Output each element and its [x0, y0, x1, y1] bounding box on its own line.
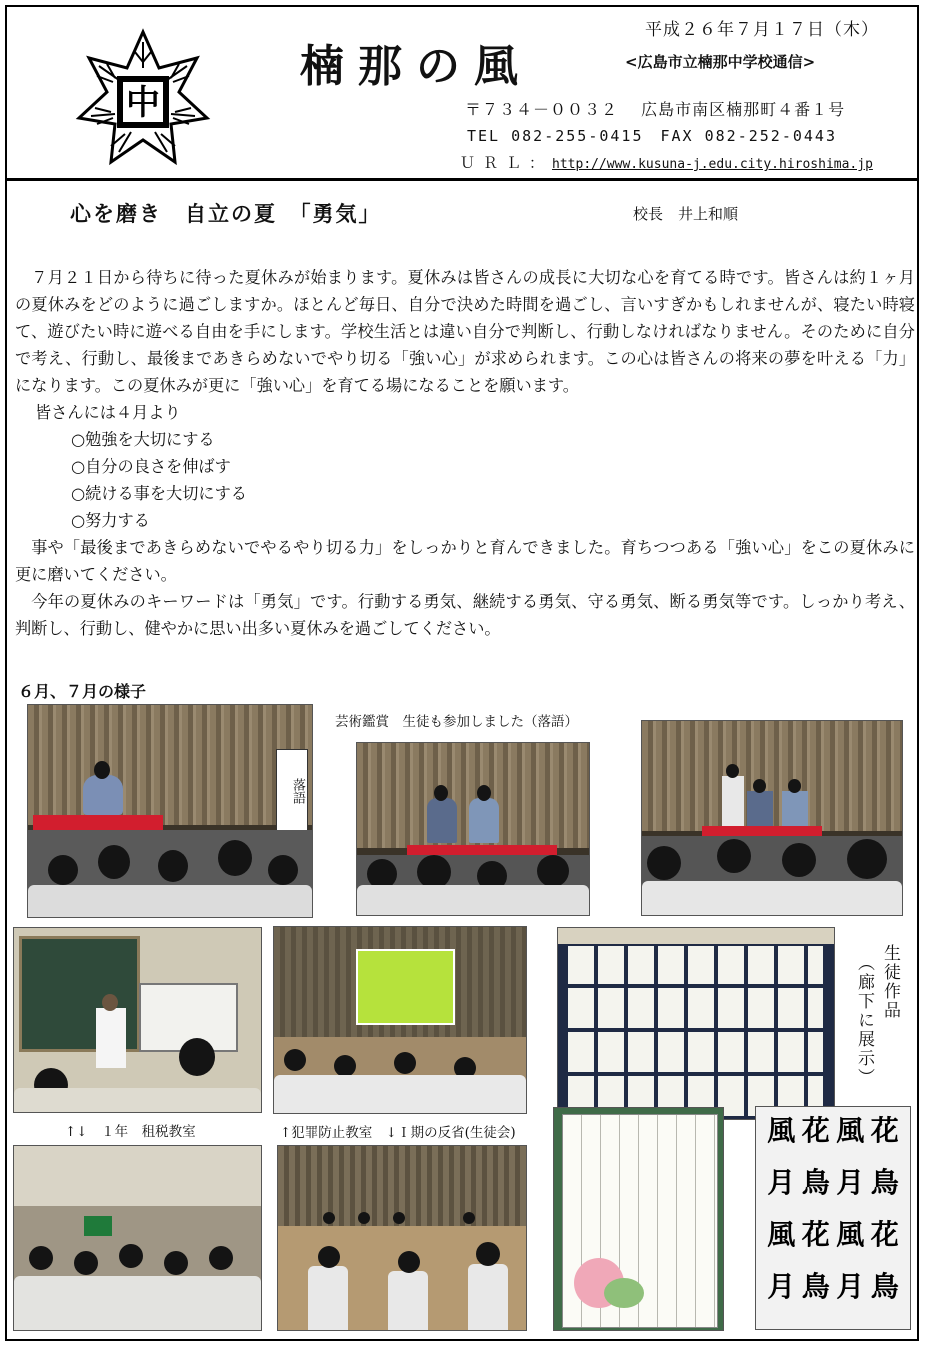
photo-rakugo-1	[27, 704, 313, 918]
photo-rakugo-3	[641, 720, 903, 916]
calligraphy-char: 月	[836, 1270, 865, 1303]
calligraphy-char: 月	[836, 1166, 865, 1199]
article-lead: 皆さんには４月より	[35, 403, 181, 422]
calligraphy-char: 風	[836, 1114, 865, 1147]
header-divider	[5, 178, 919, 181]
calligraphy-char: 風	[767, 1218, 796, 1251]
calligraphy-char: 花	[870, 1114, 899, 1147]
photo-tax-class-2	[13, 1145, 262, 1331]
emblem-text: 中	[126, 83, 160, 123]
calligraphy-char: 鳥	[870, 1166, 899, 1199]
article-paragraph: ７月２１日から待ちに待った夏休みが始まります。夏休みは皆さんの成長に大切な心を育てる時です。皆さんは約１ヶ月の夏休みをどのように過ごしますか。ほとんど毎日、自分で決めた時間を過ごし、言いすぎかもしれませんが、寝たい時寝て、遊びたい時に遊べる自由を手にします。学校生活とは違い自分で判断し、行動しなければなりません。そのために自分で考え、行動し、最後まであきらめないでやり切る「強い心」が求められます。この心は皆さんの将来の夢を叶える「力」になります。この夏休みが更に「強い心」を育てる場になることを願います。	[15, 268, 915, 395]
caption-student-works: 生徒作品	[880, 944, 900, 1020]
issue-date: 平成２６年７月１７日（木）	[645, 20, 879, 40]
gallery-section-title: ６月、７月の様子	[18, 682, 147, 701]
calligraphy-char: 鳥	[801, 1270, 830, 1303]
calligraphy-char: 花	[801, 1218, 830, 1251]
caption-tax-class: ↑↓ １年 租税教室	[65, 1124, 196, 1140]
photo-written-work	[553, 1107, 724, 1331]
calligraphy-char: 鳥	[870, 1270, 899, 1303]
article-paragraph: 事や「最後まであきらめないでやるやり切る力」をしっかりと育んできました。育ちつつある「強い心」をこの夏休みに更に磨いてください。	[15, 538, 915, 584]
calligraphy-char: 風	[836, 1218, 865, 1251]
article-paragraph: 今年の夏休みのキーワードは「勇気」です。行動する勇気、継続する勇気、守る勇気、断る勇気等です。しっかり考え、判断し、行動し、健やかに思い出多い夏休みを過ごしてください。	[15, 592, 915, 638]
calligraphy-char: 月	[767, 1270, 796, 1303]
school-address: 〒７３４－００３２ 広島市南区楠那町４番１号	[465, 100, 846, 119]
photo-crime-prevention	[273, 926, 527, 1114]
photo-student-council	[277, 1145, 527, 1331]
article-body	[15, 264, 915, 642]
article-heading: 心を磨き 自立の夏 「勇気」	[70, 202, 382, 226]
school-url	[460, 152, 873, 173]
caption-rakugo: 芸術鑑賞 生徒も参加しました（落語）	[335, 714, 578, 730]
photo-tax-class-1	[13, 927, 262, 1113]
contact-phone-fax: TEL 082-255-0415 FAX 082-252-0443	[467, 127, 837, 145]
calligraphy-char: 鳥	[801, 1166, 830, 1199]
school-url-link[interactable]: http://www.kusuna-j.edu.city.hiroshima.jp	[552, 157, 873, 172]
newsletter-title: 楠那の風	[300, 41, 532, 92]
photo-student-works	[557, 927, 835, 1120]
photo-calligraphy	[755, 1106, 911, 1330]
list-item: ○続ける事を大切にする	[71, 484, 247, 503]
list-item: ○努力する	[71, 511, 150, 530]
calligraphy-char: 花	[801, 1114, 830, 1147]
calligraphy-char: 花	[870, 1218, 899, 1251]
school-name: <広島市立楠那中学校通信>	[625, 53, 816, 71]
calligraphy-char: 風	[767, 1114, 796, 1147]
article-author: 校長 井上和順	[633, 205, 739, 223]
photo-rakugo-2	[356, 742, 590, 916]
list-item: ○勉強を大切にする	[71, 430, 215, 449]
banner-text: 落語	[290, 778, 305, 804]
url-label: ＵＲＬ：	[460, 154, 553, 172]
caption-crime-prevention: ↑犯罪防止教室 ↓Ｉ期の反省(生徒会)	[280, 1125, 516, 1141]
caption-student-works-sub: （廊下に展示）	[854, 954, 874, 1087]
calligraphy-char: 月	[767, 1166, 796, 1199]
school-emblem-icon	[75, 28, 211, 168]
list-item: ○自分の良さを伸ばす	[71, 457, 231, 476]
